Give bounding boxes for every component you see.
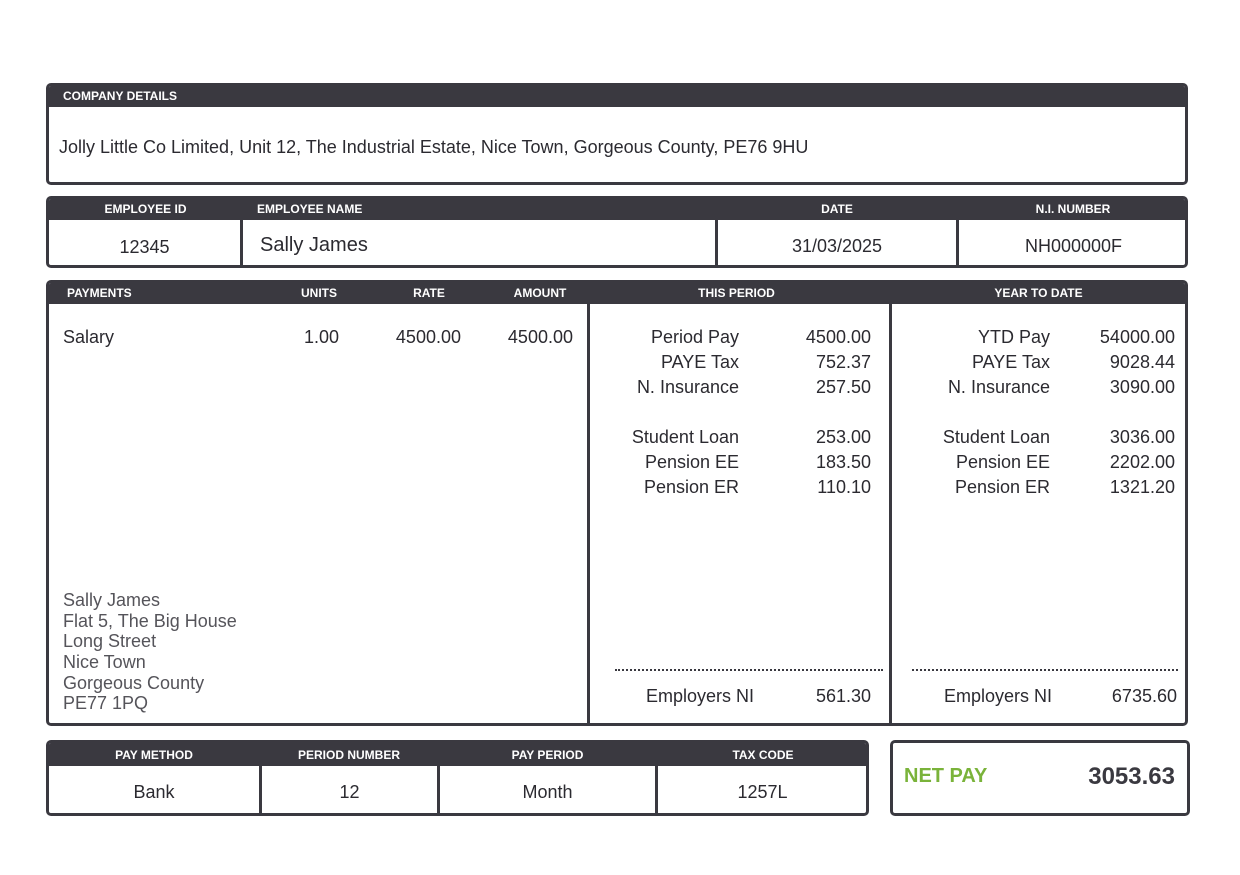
rate-col-header: RATE [413,286,445,300]
ytd-label: Pension ER [954,477,1050,497]
this-period-dotted-rule [615,669,883,671]
pay-period-value: Month [522,782,573,802]
ytd-label: Student Loan [942,427,1050,447]
payment-units: 1.00 [303,327,339,347]
this-period-label: Period Pay [650,327,739,347]
ni-number-header: N.I. NUMBER [1035,202,1111,216]
period-number-value: 12 [339,782,360,802]
ytd-value: 54000.00 [1099,327,1175,347]
ytd-value: 1321.20 [1109,477,1175,497]
date-header: DATE [821,202,853,216]
this-period-label: PAYE Tax [660,352,739,372]
employee-address-line: PE77 1PQ [63,693,149,713]
this-period-label: N. Insurance [636,377,739,397]
divider [889,304,892,723]
units-col-header: UNITS [301,286,337,300]
company-details-box [46,83,1188,185]
pay-info-header-top [49,743,866,745]
net-pay-box [890,740,1190,816]
this-period-value: 257.50 [815,377,871,397]
this-period-label: Pension ER [643,477,739,497]
employee-details-box [46,196,1188,268]
company-details-header: COMPANY DETAILS [49,86,1185,107]
employee-id-value: 12345 [119,237,170,257]
pay-info-box [46,740,869,816]
ytd-value: 2202.00 [1109,452,1175,472]
this-period-label: Student Loan [631,427,739,447]
ytd-value: 9028.44 [1109,352,1175,372]
employee-address-line: Sally James [63,590,161,610]
pay-method-value: Bank [133,782,175,802]
year-to-date-header: YEAR TO DATE [994,286,1083,300]
tax-code-header: TAX CODE [732,748,794,762]
payments-box [46,280,1188,726]
this-period-value: 4500.00 [805,327,871,347]
this-period-employers-ni-value: 561.30 [815,686,871,706]
this-period-label: Pension EE [644,452,739,472]
employee-address-line: Nice Town [63,652,146,672]
period-number-header: PERIOD NUMBER [297,748,400,762]
net-pay-label: NET PAY [904,765,988,787]
ytd-label: YTD Pay [977,327,1050,347]
this-period-header: THIS PERIOD [698,286,775,300]
payment-rate: 4500.00 [395,327,461,347]
ytd-employers-ni-label: Employers NI [944,686,1053,706]
ytd-label: Pension EE [955,452,1050,472]
payment-item: Salary [63,327,115,347]
ytd-label: PAYE Tax [971,352,1050,372]
this-period-value: 183.50 [815,452,871,472]
tax-code-value: 1257L [737,782,788,802]
company-address: Jolly Little Co Limited, Unit 12, The Industrial Estate, Nice Town, Gorgeous County, PE76 9HU [59,137,809,157]
payments-col-header: PAYMENTS [67,286,132,300]
amount-col-header: AMOUNT [513,286,567,300]
date-value: 31/03/2025 [791,236,883,256]
this-period-value: 752.37 [815,352,871,372]
ni-number-value: NH000000F [1024,236,1123,256]
employee-name-value: Sally James [260,234,368,256]
this-period-employers-ni-label: Employers NI [646,686,755,706]
employee-address-line: Flat 5, The Big House [63,611,237,631]
this-period-value: 253.00 [815,427,871,447]
pay-period-header: PAY PERIOD [511,748,584,762]
pay-method-header: PAY METHOD [115,748,193,762]
payments-header [49,283,1185,304]
pay-info-header [49,745,866,766]
ytd-label: N. Insurance [947,377,1050,397]
employee-address-line: Gorgeous County [63,673,205,693]
payment-amount: 4500.00 [507,327,573,347]
net-pay-value: 3053.63 [1088,763,1175,790]
employee-details-header [49,199,1185,220]
employee-address-line: Long Street [63,631,157,651]
ytd-dotted-rule [912,669,1178,671]
ytd-value: 3036.00 [1109,427,1175,447]
ytd-employers-ni-value: 6735.60 [1111,686,1177,706]
this-period-value: 110.10 [817,477,871,497]
divider [240,220,243,265]
ytd-value: 3090.00 [1109,377,1175,397]
employee-id-header: EMPLOYEE ID [104,202,187,216]
employee-name-header: EMPLOYEE NAME [257,202,363,216]
